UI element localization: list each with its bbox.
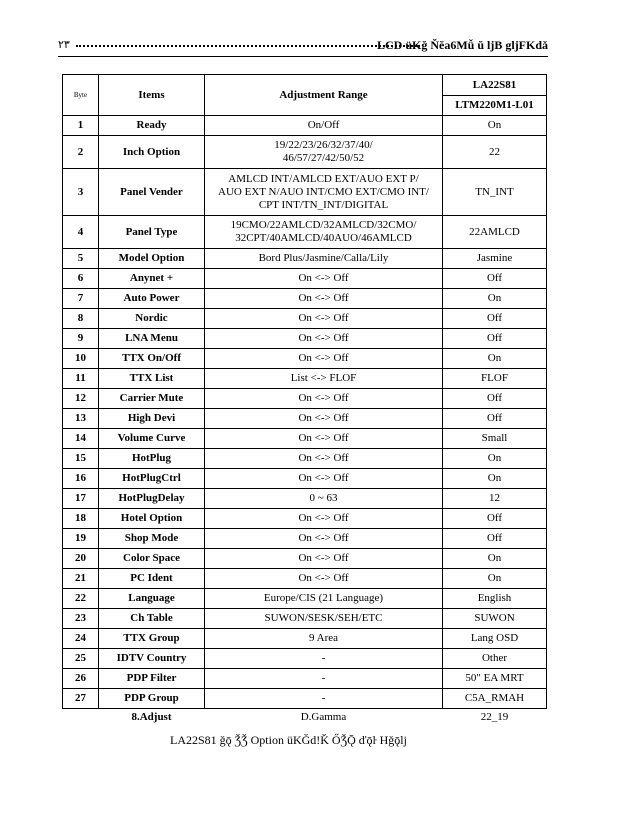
table-row — [63, 116, 547, 136]
value-cell: 50" EA MRT — [443, 669, 547, 689]
byte-cell: 16 — [63, 469, 99, 489]
item-cell: 8.Adjust — [131, 710, 172, 723]
value-cell: On — [443, 116, 547, 136]
table-row — [63, 269, 547, 289]
range-cell: Europe/CIS (21 Language) — [205, 589, 443, 609]
item-cell: Carrier Mute — [99, 389, 205, 409]
item-cell: TTX On/Off — [99, 349, 205, 369]
table-row — [63, 409, 547, 429]
range-cell: - — [205, 689, 443, 709]
range-cell: List <-> FLOF — [205, 369, 443, 389]
table-row — [63, 429, 547, 449]
value-cell: 12 — [443, 489, 547, 509]
byte-cell: 10 — [63, 349, 99, 369]
option-table — [62, 74, 547, 725]
table-row — [63, 689, 547, 709]
byte-cell: 27 — [63, 689, 99, 709]
range-cell: On <-> Off — [205, 529, 443, 549]
table-row — [63, 289, 547, 309]
range-cell: On <-> Off — [205, 509, 443, 529]
item-cell: TTX List — [99, 369, 205, 389]
value-cell: FLOF — [443, 369, 547, 389]
table-row — [63, 216, 547, 249]
table-row — [63, 609, 547, 629]
value-cell: Off — [443, 409, 547, 429]
table-row — [63, 169, 547, 216]
range-cell: On <-> Off — [205, 469, 443, 489]
table-row — [63, 629, 547, 649]
byte-cell: 7 — [63, 289, 99, 309]
table-row — [63, 549, 547, 569]
value-cell: Off — [443, 529, 547, 549]
byte-cell: 18 — [63, 509, 99, 529]
range-cell: On <-> Off — [205, 449, 443, 469]
range-cell: On <-> Off — [205, 349, 443, 369]
byte-cell: 26 — [63, 669, 99, 689]
item-cell: Language — [99, 589, 205, 609]
range-cell: SUWON/SESK/SEH/ETC — [205, 609, 443, 629]
byte-cell: 4 — [63, 216, 99, 249]
col-header-items: Items — [99, 75, 205, 116]
value-cell: SUWON — [443, 609, 547, 629]
value-cell: On — [443, 569, 547, 589]
byte-cell: 17 — [63, 489, 99, 509]
item-cell: Hotel Option — [99, 509, 205, 529]
byte-cell: 15 — [63, 449, 99, 469]
byte-cell: 2 — [63, 136, 99, 169]
item-cell: Ch Table — [99, 609, 205, 629]
table-row — [63, 389, 547, 409]
page-number: ٢٣ — [58, 39, 70, 51]
item-cell: Model Option — [99, 249, 205, 269]
item-cell: PDP Filter — [99, 669, 205, 689]
value-cell: TN_INT — [443, 169, 547, 216]
item-cell: Color Space — [99, 549, 205, 569]
item-cell: Panel Type — [99, 216, 205, 249]
byte-cell: 12 — [63, 389, 99, 409]
table-row — [63, 649, 547, 669]
range-cell: On/Off — [205, 116, 443, 136]
value-cell: Off — [443, 389, 547, 409]
value-cell: Off — [443, 329, 547, 349]
item-cell: HotPlug — [99, 449, 205, 469]
byte-cell: 1 — [63, 116, 99, 136]
value-cell: C5A_RMAH — [443, 689, 547, 709]
range-cell: 19CMO/22AMLCD/32AMLCD/32CMO/ 32CPT/40AMLCD/40AUO/46AMLCD — [205, 216, 443, 249]
table-row — [63, 489, 547, 509]
footer-caption: LA22S81 ǧǭ ǮǮ Option üKĞdǃǨ ŐǮǬ ďǭŀ Hǧǭǉ — [170, 733, 407, 747]
table-row — [63, 136, 547, 169]
dotted-leader — [76, 45, 420, 47]
byte-cell: 19 — [63, 529, 99, 549]
byte-cell: 20 — [63, 549, 99, 569]
byte-cell: 5 — [63, 249, 99, 269]
range-cell: - — [205, 649, 443, 669]
page-header — [58, 36, 548, 57]
table-row — [63, 369, 547, 389]
value-cell: Jasmine — [443, 249, 547, 269]
value-cell: Lang OSD — [443, 629, 547, 649]
table-body — [63, 116, 547, 726]
table-row — [63, 349, 547, 369]
value-cell: English — [443, 589, 547, 609]
value-cell: On — [443, 549, 547, 569]
byte-cell: 23 — [63, 609, 99, 629]
byte-cell: 11 — [63, 369, 99, 389]
range-cell: 19/22/23/26/32/37/40/ 46/57/27/42/50/52 — [205, 136, 443, 169]
value-cell: On — [443, 469, 547, 489]
item-cell: PDP Group — [99, 689, 205, 709]
byte-cell: 3 — [63, 169, 99, 216]
item-cell: High Devi — [99, 409, 205, 429]
item-cell: Shop Mode — [99, 529, 205, 549]
byte-cell: 14 — [63, 429, 99, 449]
table-row — [63, 669, 547, 689]
value-cell: Small — [443, 429, 547, 449]
table-row — [63, 709, 547, 726]
table-row — [63, 249, 547, 269]
item-cell: Volume Curve — [99, 429, 205, 449]
item-cell: Anynet + — [99, 269, 205, 289]
table-row — [63, 449, 547, 469]
value-cell: Off — [443, 269, 547, 289]
byte-cell: 25 — [63, 649, 99, 669]
value-cell: 22 — [443, 136, 547, 169]
table-row — [63, 329, 547, 349]
range-cell: On <-> Off — [205, 549, 443, 569]
value-cell: Off — [443, 309, 547, 329]
range-cell: On <-> Off — [205, 309, 443, 329]
byte-cell: 24 — [63, 629, 99, 649]
range-cell: Bord Plus/Jasmine/Calla/Lily — [205, 249, 443, 269]
range-cell: D.Gamma — [300, 710, 347, 723]
range-cell: AMLCD INT/AMLCD EXT/AUO EXT P/ AUO EXT N/AUO INT/CMO EXT/CMO INT/ CPT INT/TN_INT/DIGITAL — [205, 169, 443, 216]
byte-cell: 6 — [63, 269, 99, 289]
range-cell: On <-> Off — [205, 389, 443, 409]
byte-cell: 9 — [63, 329, 99, 349]
range-cell: 9 Area — [205, 629, 443, 649]
item-cell: Nordic — [99, 309, 205, 329]
item-cell: IDTV Country — [99, 649, 205, 669]
range-cell: On <-> Off — [205, 429, 443, 449]
table-row — [63, 529, 547, 549]
value-cell: Off — [443, 509, 547, 529]
col-header-range: Adjustment Range — [205, 75, 443, 116]
range-cell: On <-> Off — [205, 409, 443, 429]
item-cell: Ready — [99, 116, 205, 136]
byte-cell — [63, 709, 99, 726]
item-cell: Inch Option — [99, 136, 205, 169]
byte-cell: 22 — [63, 589, 99, 609]
byte-cell: 13 — [63, 409, 99, 429]
value-cell: Other — [443, 649, 547, 669]
value-cell: On — [443, 449, 547, 469]
table-row — [63, 569, 547, 589]
table-row — [63, 469, 547, 489]
table-row — [63, 589, 547, 609]
item-cell: LNA Menu — [99, 329, 205, 349]
col-header-byte: Byte — [63, 75, 99, 116]
item-cell: Auto Power — [99, 289, 205, 309]
byte-cell: 21 — [63, 569, 99, 589]
value-cell: On — [443, 349, 547, 369]
range-cell: - — [205, 669, 443, 689]
range-cell: On <-> Off — [205, 269, 443, 289]
byte-cell: 8 — [63, 309, 99, 329]
range-cell: On <-> Off — [205, 569, 443, 589]
value-cell: On — [443, 289, 547, 309]
item-cell: HotPlugDelay — [99, 489, 205, 509]
item-cell: HotPlugCtrl — [99, 469, 205, 489]
item-cell: PC Ident — [99, 569, 205, 589]
range-cell: 0 ~ 63 — [205, 489, 443, 509]
header-title: LCD üKğ Ňĕa6Mǚ ŭ ǉB gǉFKdǎ — [376, 38, 548, 52]
item-cell: TTX Group — [99, 629, 205, 649]
table-row — [63, 309, 547, 329]
col-header-model: LA22S81 — [443, 75, 547, 96]
value-cell: 22AMLCD — [443, 216, 547, 249]
range-cell: On <-> Off — [205, 289, 443, 309]
value-cell: 22_19 — [480, 710, 509, 723]
range-cell: On <-> Off — [205, 329, 443, 349]
item-cell: Panel Vender — [99, 169, 205, 216]
col-header-panel: LTM220M1-L01 — [443, 96, 547, 116]
table-row — [63, 509, 547, 529]
